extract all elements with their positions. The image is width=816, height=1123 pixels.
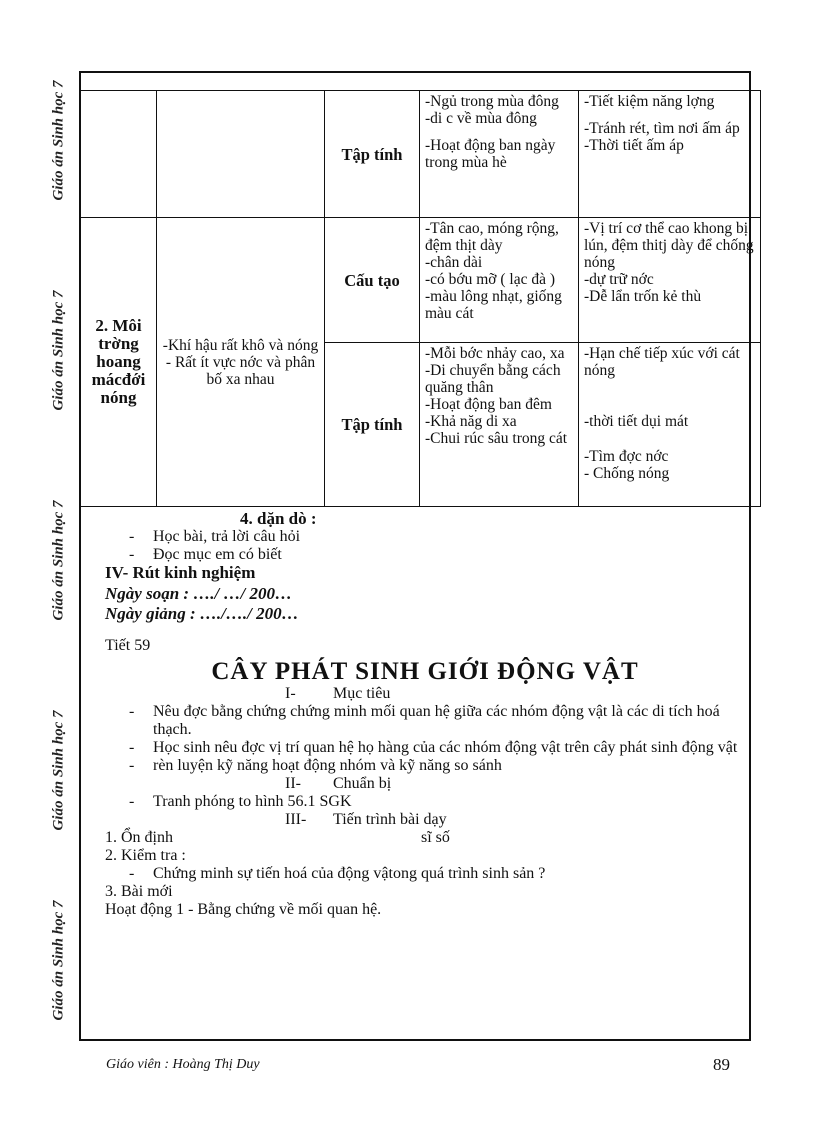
list-item: - Đọc mục em có biết xyxy=(105,546,745,564)
feature-item: -Di chuyển bằng cách quăng thân xyxy=(425,362,561,396)
feature-item: -Khả năg di xa xyxy=(425,413,517,430)
row-label: Tập tính xyxy=(325,343,420,507)
bai-moi: 3. Bài mới xyxy=(105,883,173,900)
subsection-heading: III- Tiến trình bài dạy xyxy=(285,811,447,828)
side-label: Giáo án Sinh học 7 xyxy=(50,289,67,411)
meaning-item: -Thời tiết ấm áp xyxy=(584,137,684,154)
meaning-item: -Tiết kiệm năng lợng xyxy=(584,93,715,110)
lesson-body xyxy=(105,510,745,919)
feature-item: -Hoạt động ban ngày trong mùa hè xyxy=(425,137,556,171)
subsection-heading: I- Mục tiêu xyxy=(285,685,391,702)
feature-item: -Hoạt động ban đêm xyxy=(425,396,552,413)
feature-item: -Tân cao, móng rộng, đệm thịt dày xyxy=(425,220,559,254)
list-item: - Học bài, trả lời câu hỏi xyxy=(105,528,745,546)
climate-item: - Rất ít vực nớc và phân bố xa nhau xyxy=(165,353,316,388)
page-number: 89 xyxy=(713,1055,730,1074)
lesson-number: Tiết 59 xyxy=(105,637,151,654)
meaning-cell xyxy=(579,218,761,343)
adaptation-table xyxy=(80,90,761,507)
environment-cell: 2. Môi trờng hoang mácđới nóng xyxy=(81,218,157,507)
meaning-item: - Chống nóng xyxy=(584,465,670,482)
list-item: - Nêu đợc bằng chứng chứng minh mối quan hệ giữa các nhóm động vật là các di tích hoá thạch. xyxy=(105,703,745,739)
section-heading: IV- Rút kinh nghiệm xyxy=(105,563,256,582)
meaning-item: -Tìm đợc nớc xyxy=(584,448,669,465)
meaning-cell xyxy=(579,91,761,218)
empty-cell xyxy=(157,91,325,218)
teacher-name: Giáo viên : Hoàng Thị Duy xyxy=(106,1057,260,1072)
hoat-dong: Hoạt động 1 - Bằng chứng về mối quan hệ. xyxy=(105,901,382,918)
ngay-soan: Ngày soạn : …./ …/ 200… xyxy=(105,584,292,603)
feature-item: -chân dài xyxy=(425,254,483,271)
meaning-item: -Dễ lẩn trốn kẻ thù xyxy=(584,288,702,305)
feature-cell xyxy=(420,343,579,507)
feature-item: -di c về mùa đông xyxy=(425,110,537,127)
climate-item: -Khí hậu rất khô và nóng xyxy=(162,336,319,354)
feature-item: -có bớu mỡ ( lạc đà ) xyxy=(425,271,556,288)
row-label: Cấu tạo xyxy=(325,218,420,343)
side-label: Giáo án Sinh học 7 xyxy=(50,499,67,621)
meaning-cell xyxy=(579,343,761,507)
meaning-item: -thời tiết dụi mát xyxy=(584,413,689,430)
table-row xyxy=(81,91,761,218)
side-label: Giáo án Sinh học 7 xyxy=(50,79,67,201)
row-label: Tập tính xyxy=(325,91,420,218)
list-item: - rèn luyện kỹ năng hoạt động nhóm và kỹ năng so sánh xyxy=(105,757,745,775)
kiem-tra: 2. Kiểm tra : xyxy=(105,847,186,864)
on-dinh-line: 1. Ổn định sĩ số xyxy=(105,829,450,846)
feature-cell xyxy=(420,218,579,343)
lesson-title: CÂY PHÁT SINH GIỚI ĐỘNG VẬT xyxy=(211,658,639,685)
side-label: Giáo án Sinh học 7 xyxy=(50,709,67,831)
list-item: - Chứng minh sự tiến hoá của động vậtong quá trình sinh sản ? xyxy=(105,865,745,883)
feature-item: -Mỗi bớc nhảy cao, xa xyxy=(425,345,565,362)
meaning-item: -Hạn chế tiếp xúc với cát nóng xyxy=(584,345,740,379)
meaning-item: -dự trữ nớc xyxy=(584,271,654,288)
ngay-giang: Ngày giảng : …./…./ 200… xyxy=(105,604,299,623)
climate-cell xyxy=(157,218,325,507)
table-row xyxy=(81,218,761,343)
feature-item: -màu lông nhạt, giống màu cát xyxy=(425,288,562,322)
side-label: Giáo án Sinh học 7 xyxy=(50,899,67,1021)
list-item: - Tranh phóng to hình 56.1 SGK xyxy=(105,793,745,811)
empty-cell xyxy=(81,91,157,218)
meaning-item: -Vị trí cơ thể cao khong bị lún, đệm thitj dày để chống nóng xyxy=(584,220,754,271)
feature-item: -Ngủ trong mùa đông xyxy=(425,93,559,110)
feature-item: -Chui rúc sâu trong cát xyxy=(425,430,568,447)
subsection-heading: II- Chuẩn bị xyxy=(285,775,392,792)
meaning-item: -Tránh rét, tìm nơi ấm áp xyxy=(584,120,740,137)
list-item: - Học sinh nêu đợc vị trí quan hệ họ hàng của các nhóm động vật trên cây phát sinh động vật xyxy=(105,739,745,757)
dando-heading: 4. dặn dò : xyxy=(240,509,317,528)
feature-cell xyxy=(420,91,579,218)
